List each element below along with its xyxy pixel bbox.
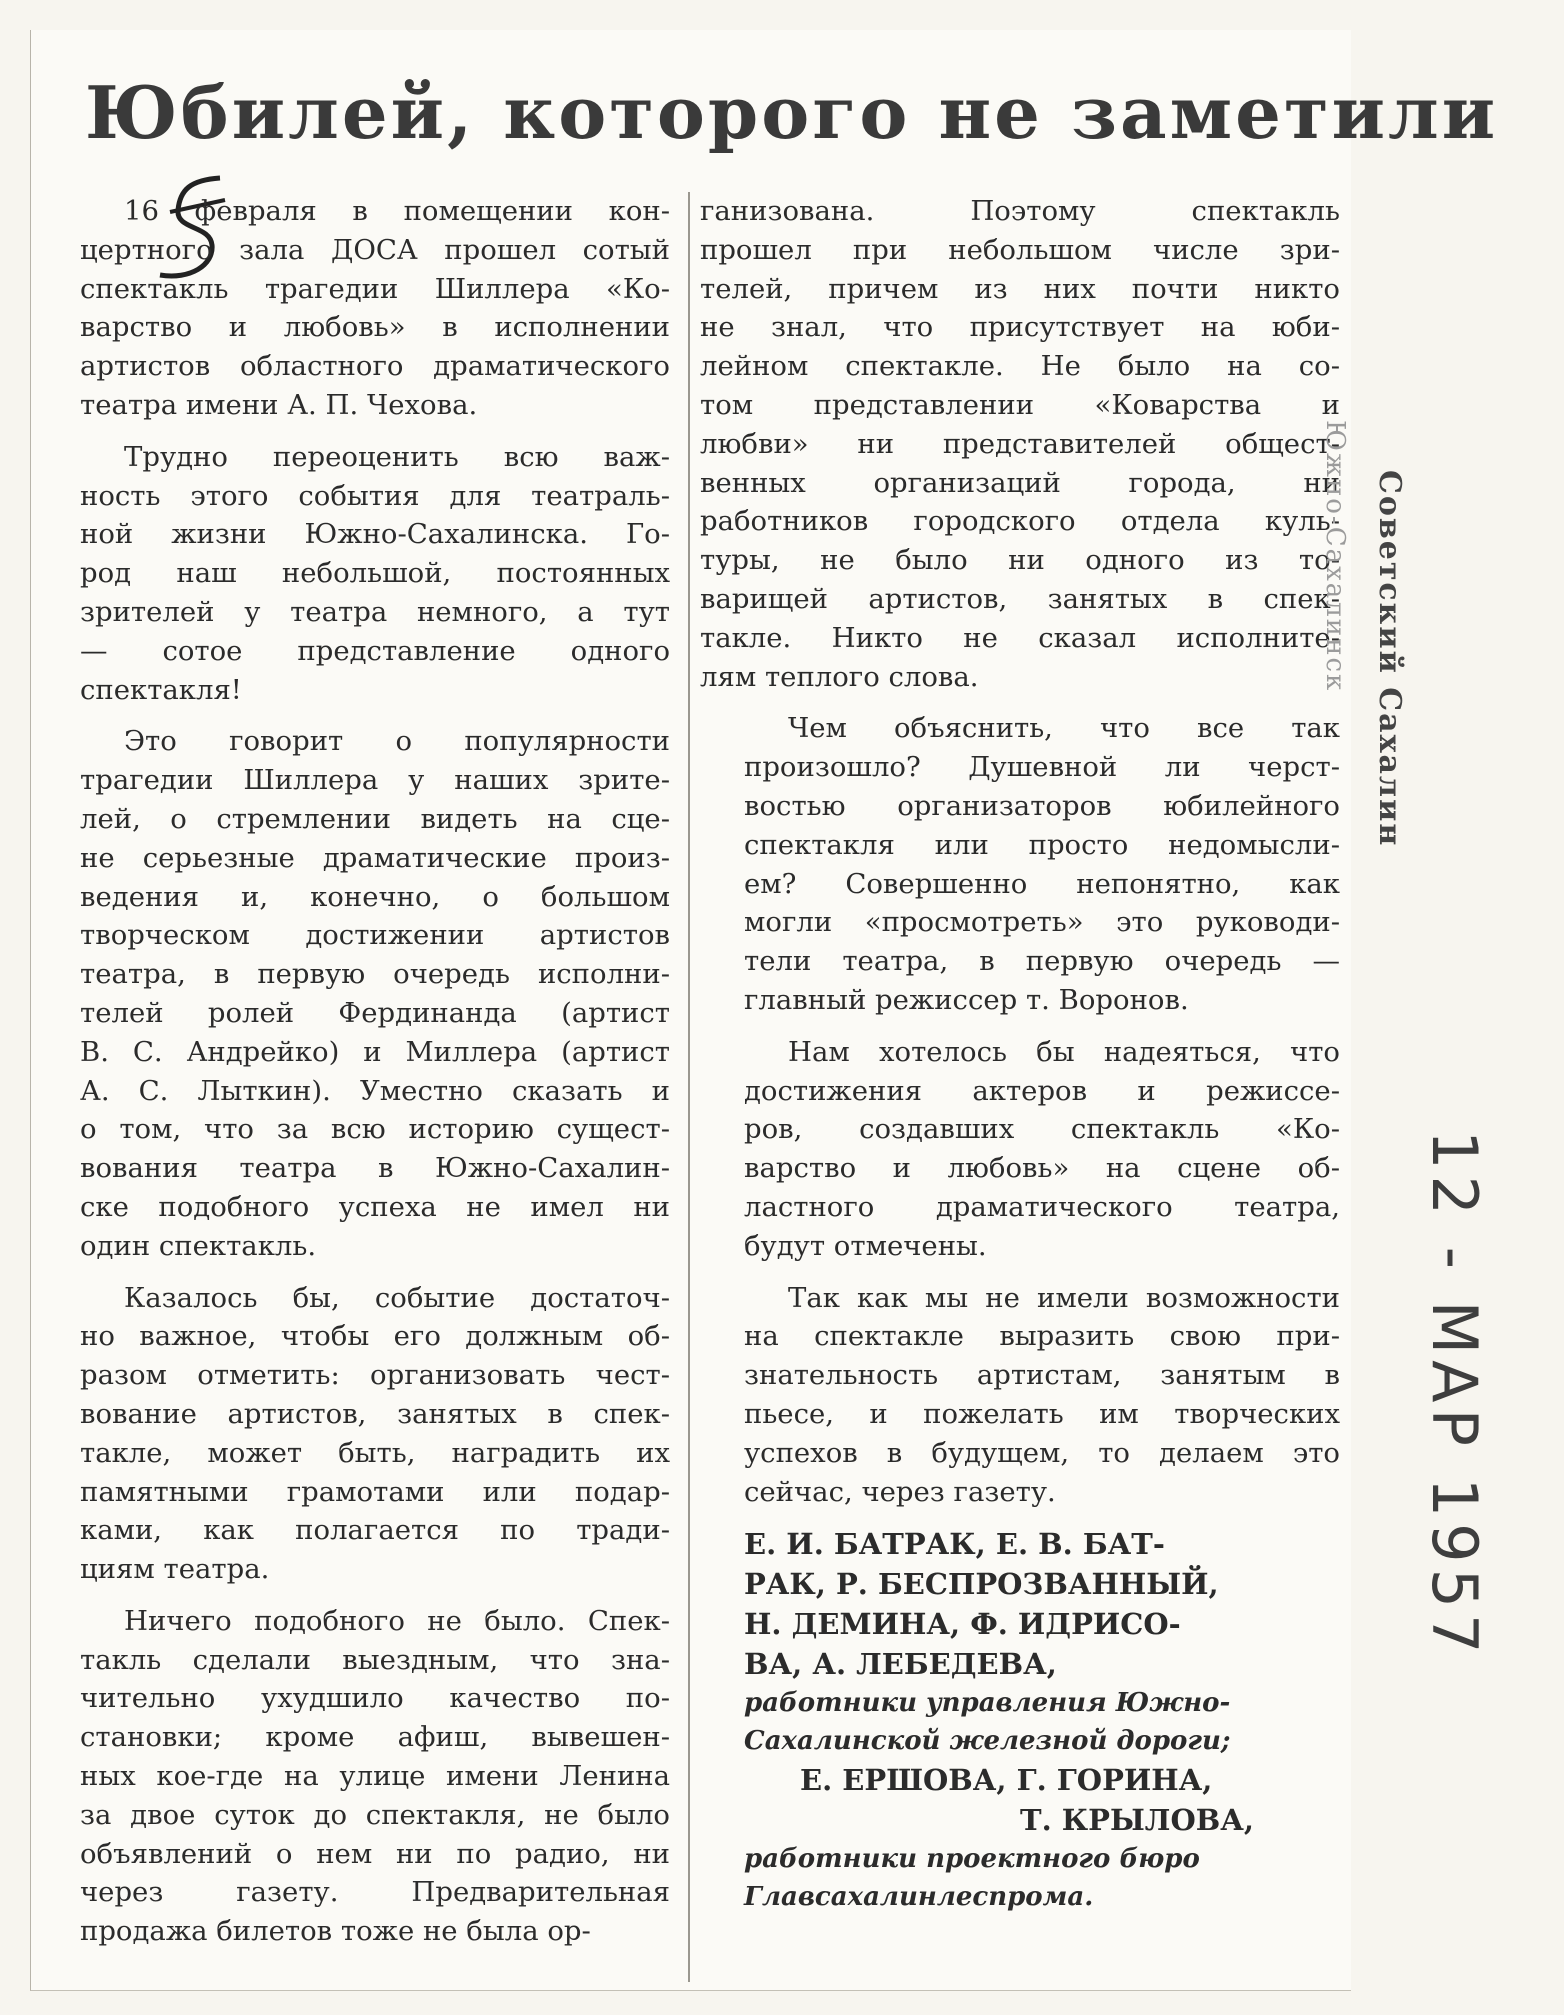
- article-paragraph: [700, 192, 1340, 696]
- text-line: ров, создавших спектакль «Ко-: [744, 1113, 1340, 1146]
- article-paragraph: [36, 1279, 670, 1589]
- text-line: успехов в будущем, то делаем это: [744, 1436, 1340, 1469]
- text-line: достижения актеров и режиссе-: [744, 1074, 1340, 1107]
- text-line: цертного зала ДОСА прошел сотый: [80, 233, 670, 266]
- text-line: Чем объяснить, что все так: [788, 712, 1340, 745]
- text-line: телей, причем из них почти никто: [700, 272, 1340, 305]
- text-line: варство и любовь» на сцене об-: [744, 1152, 1340, 1185]
- text-line: Казалось бы, событие достаточ-: [124, 1281, 670, 1314]
- text-line: разом отметить: организовать чест-: [80, 1359, 670, 1392]
- text-line: Трудно переоценить всю важ-: [124, 440, 670, 473]
- text-line: ем? Совершенно непонятно, как: [744, 867, 1340, 900]
- text-line: Е. ЕРШОВА, Г. ГОРИНА,: [800, 1763, 1213, 1798]
- text-line: ность этого события для театраль-: [80, 479, 670, 512]
- text-line: Т. КРЫЛОВА,: [1020, 1803, 1254, 1838]
- text-line: через газету. Предварительная: [80, 1876, 670, 1909]
- text-line: туры, не было ни одного из то-: [700, 544, 1340, 577]
- source-stamp: Советский Сахалин: [1372, 470, 1407, 848]
- text-line: ведения и, конечно, о большом: [80, 880, 670, 913]
- text-line: такль сделали выездным, что зна-: [80, 1643, 670, 1676]
- text-line: театра, в первую очередь исполни-: [80, 958, 670, 991]
- text-line: чительно ухудшило качество по-: [80, 1682, 670, 1715]
- text-line: за двое суток до спектакля, не было: [80, 1798, 670, 1831]
- text-line: лейном спектакле. Не было на со-: [700, 350, 1340, 383]
- text-line: Так как мы не имели возможности: [788, 1281, 1340, 1314]
- article-paragraph: [36, 1602, 670, 1951]
- faded-stamp: Южно-Сахалинск: [1320, 420, 1350, 693]
- article-paragraph: [36, 722, 670, 1265]
- text-line: работники управления Южно-: [744, 1688, 1231, 1719]
- text-line: не серьезные драматические произ-: [80, 841, 670, 874]
- text-line: лям теплого слова.: [700, 660, 979, 693]
- text-line: тели театра, в первую очередь —: [744, 945, 1340, 978]
- text-line: работники проектного бюро: [744, 1844, 1200, 1875]
- text-line: А. С. Лыткин). Уместно сказать и: [80, 1074, 670, 1107]
- text-line: варство и любовь» в исполнении: [80, 311, 670, 344]
- text-line: объявлений о нем ни по радио, ни: [80, 1837, 670, 1870]
- text-line: трагедии Шиллера у наших зрите-: [80, 764, 670, 797]
- text-line: Это говорит о популярности: [124, 725, 670, 758]
- signatures-group-1-note: [700, 1684, 1340, 1760]
- text-line: ВА, А. ЛЕБЕДЕВА,: [744, 1647, 1057, 1682]
- text-line: ной жизни Южно-Сахалинска. Го-: [80, 518, 670, 551]
- text-line: такле, может быть, наградить их: [80, 1436, 670, 1469]
- text-line: ных кое-где на улице имени Ленина: [80, 1760, 670, 1793]
- text-line: род наш небольшой, постоянных: [80, 557, 670, 590]
- article-paragraph: [700, 1279, 1340, 1512]
- text-line: зрителей у театра немного, а тут: [80, 595, 670, 628]
- text-line: венных организаций города, ни: [700, 466, 1340, 499]
- text-line: Н. ДЕМИНА, Ф. ИДРИСО-: [744, 1607, 1181, 1642]
- article-paragraph: [36, 438, 670, 710]
- column-divider: [688, 192, 690, 1982]
- text-line: В. С. Андрейко) и Миллера (артист: [80, 1035, 670, 1068]
- text-line: но важное, чтобы его должным об-: [80, 1320, 670, 1353]
- text-line: творческом достижении артистов: [80, 919, 670, 952]
- text-line: пьесе, и пожелать им творческих: [744, 1397, 1340, 1430]
- text-line: сейчас, через газету.: [744, 1475, 1056, 1508]
- article-title: Юбилей, которого не заметили: [85, 70, 1499, 155]
- text-line: телей ролей Фердинанда (артист: [80, 996, 670, 1029]
- text-line: Нам хотелось бы надеяться, что: [788, 1035, 1340, 1068]
- article-paragraph: [700, 709, 1340, 1019]
- text-line: вование артистов, занятых в спек-: [80, 1397, 670, 1430]
- text-line: ками, как полагается по тради-: [80, 1514, 670, 1547]
- text-line: востью организаторов юбилейного: [744, 789, 1340, 822]
- right-column: [700, 192, 1340, 1916]
- text-line: лей, о стремлении видеть на сце-: [80, 802, 670, 835]
- text-line: произошло? Душевной ли черст-: [744, 751, 1340, 784]
- text-line: становки; кроме афиш, вывешен-: [80, 1721, 670, 1754]
- text-line: ластного драматического театра,: [744, 1190, 1340, 1223]
- text-line: спектакль трагедии Шиллера «Ко-: [80, 272, 670, 305]
- text-line: памятными грамотами или подар-: [80, 1475, 670, 1508]
- date-stamp: 12 - МАР 1957: [1418, 1130, 1491, 1660]
- text-line: не знал, что присутствует на юби-: [700, 311, 1340, 344]
- text-line: 16 февраля в помещении кон-: [124, 195, 670, 227]
- text-line: работников городского отдела куль-: [700, 505, 1340, 538]
- text-line: РАК, Р. БЕСПРОЗВАННЫЙ,: [744, 1567, 1219, 1602]
- text-line: продажа билетов тоже не была ор-: [80, 1915, 591, 1948]
- text-line: ганизована. Поэтому спектакль: [700, 195, 1340, 227]
- text-line: циям театра.: [80, 1553, 270, 1586]
- text-line: прошел при небольшом числе зри-: [700, 233, 1340, 266]
- text-line: будут отмечены.: [744, 1229, 987, 1262]
- article-paragraph: [36, 192, 670, 425]
- text-line: — сотое представление одного: [80, 634, 670, 667]
- text-line: знательность артистам, занятым в: [744, 1359, 1340, 1392]
- text-line: любви» ни представителей общест-: [700, 427, 1340, 460]
- text-line: такле. Никто не сказал исполните-: [700, 621, 1340, 654]
- signatures-group-2-note: [700, 1840, 1340, 1916]
- text-line: Ничего подобного не было. Спек-: [124, 1604, 670, 1637]
- text-line: Е. И. БАТРАК, Е. В. БАТ-: [744, 1527, 1165, 1562]
- text-line: один спектакль.: [80, 1229, 317, 1262]
- signatures-group-1: [700, 1524, 1340, 1684]
- text-line: Главсахалинлеспрома.: [744, 1882, 1094, 1913]
- text-line: том представлении «Коварства и: [700, 388, 1340, 421]
- text-line: вования театра в Южно-Сахалин-: [80, 1152, 670, 1185]
- text-line: спектакля или просто недомысли-: [744, 828, 1340, 861]
- text-line: Сахалинской железной дороги;: [744, 1726, 1231, 1757]
- article-paragraph: [700, 1033, 1340, 1266]
- text-line: театра имени А. П. Чехова.: [80, 388, 478, 421]
- text-line: о том, что за всю историю сущест-: [80, 1113, 670, 1146]
- text-line: ске подобного успеха не имел ни: [80, 1190, 670, 1223]
- text-line: варищей артистов, занятых в спек-: [700, 582, 1340, 615]
- text-line: главный режиссер т. Воронов.: [744, 983, 1189, 1016]
- text-line: артистов областного драматического: [80, 350, 670, 383]
- signatures-group-2: [700, 1760, 1340, 1840]
- left-column: [36, 192, 670, 1964]
- text-line: на спектакле выразить свою при-: [744, 1320, 1340, 1353]
- text-line: спектакля!: [80, 673, 242, 706]
- text-line: могли «просмотреть» это руководи-: [744, 906, 1340, 939]
